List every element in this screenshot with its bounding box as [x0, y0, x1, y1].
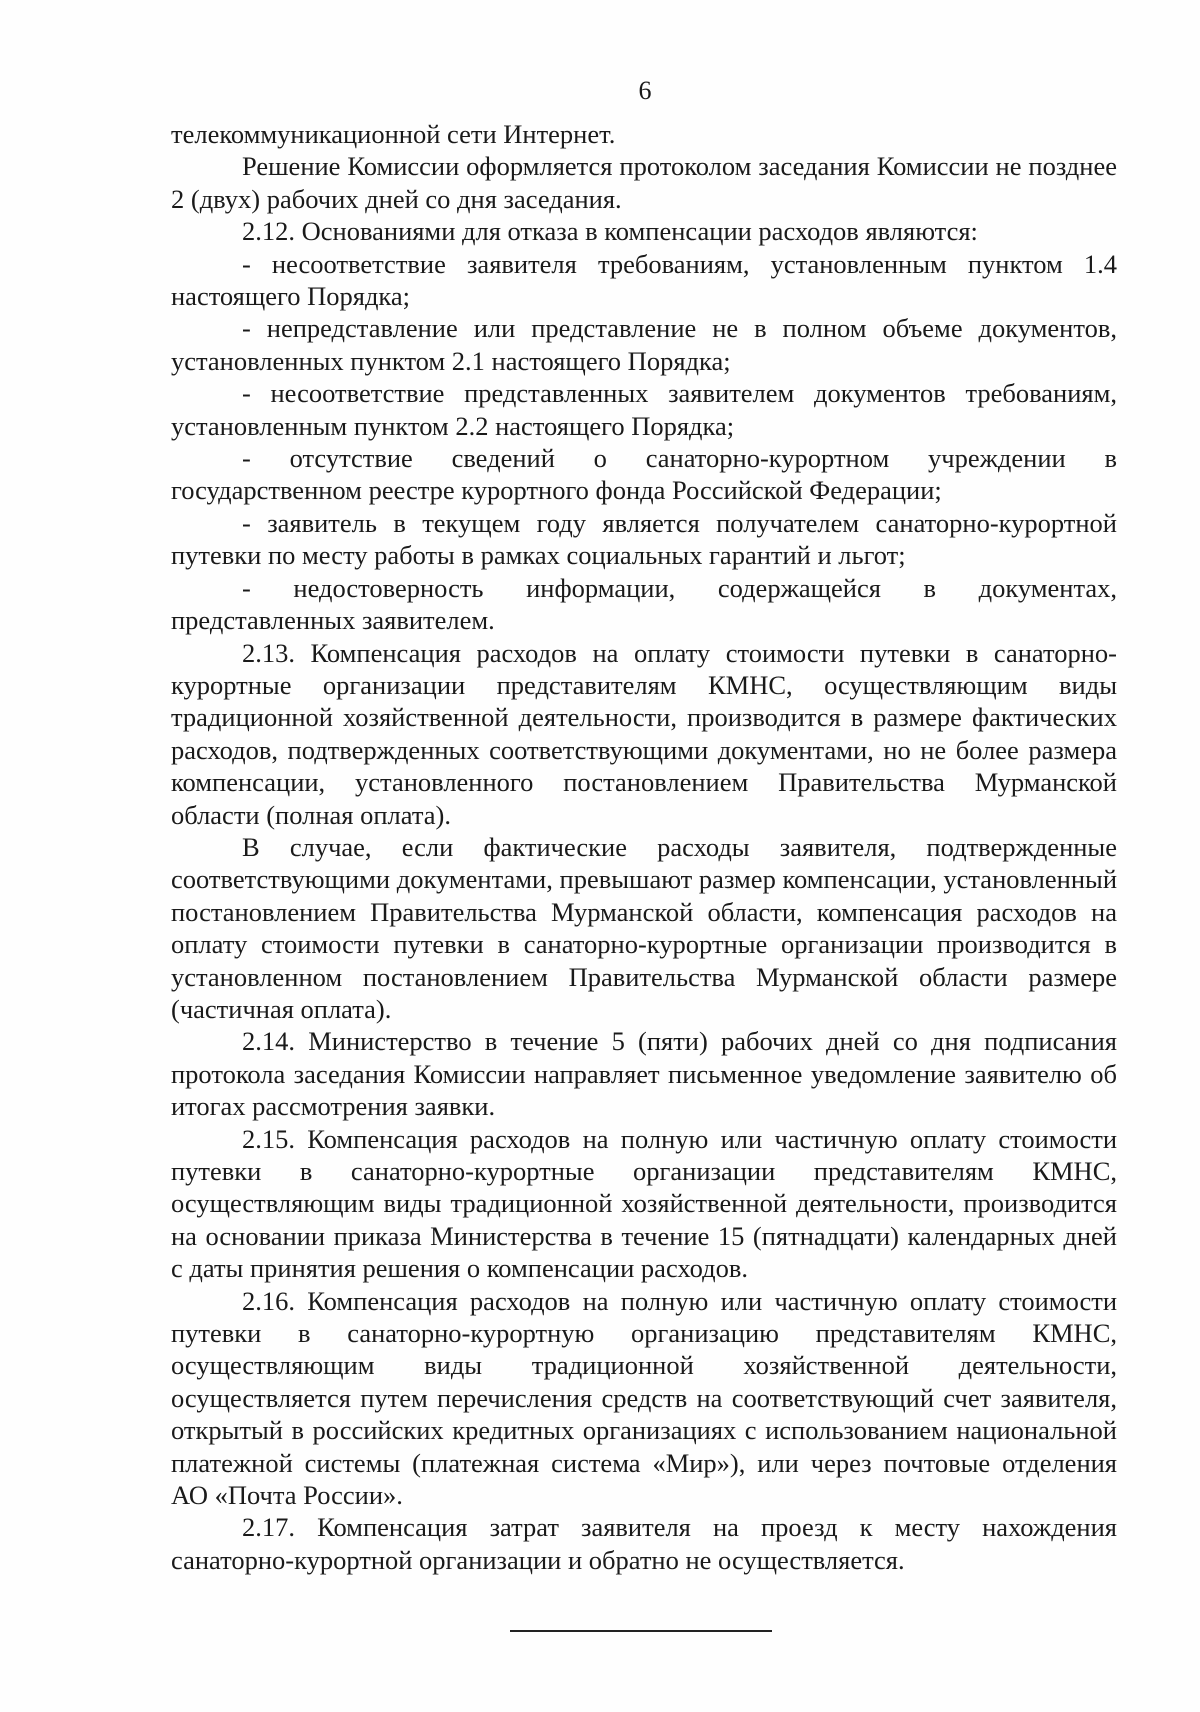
- paragraph: 2.15. Компенсация расходов на полную или частичную оплату стоимости путевки в санаторно-курортные организации представителям КМНС, осуществляющим виды традиционной хозяйственной деятельности, производится на основании приказа Министерства в течение 15 (пятнадцати) календарных дней с даты принятия решения о компенсации расходов.: [171, 1123, 1117, 1284]
- list-item: - недостоверность информации, содержащейся в документах, представленных заявителем.: [171, 572, 1117, 636]
- document-body: [171, 118, 1117, 1576]
- paragraph: 2.17. Компенсация затрат заявителя на проезд к месту нахождения санаторно-курортной организации и обратно не осуществляется.: [171, 1512, 1117, 1575]
- list-item: - несоответствие заявителя требованиям, установленным пунктом 1.4 настоящего Порядка;: [171, 248, 1117, 312]
- end-divider: [510, 1630, 772, 1632]
- list-item: - заявитель в текущем году является получателем санаторно-курортной путевки по месту работы в рамках социальных гарантий и льгот;: [171, 507, 1117, 571]
- list-item: - отсутствие сведений о санаторно-курортном учреждении в государственном реестре курортного фонда Российской Федерации;: [171, 443, 1117, 506]
- paragraph: 2.13. Компенсация расходов на оплату стоимости путевки в санаторно-курортные организации представителям КМНС, осуществляющим виды традиционной хозяйственной деятельности, производится в размере фактических расходов, подтвержденных соответствующими документами, но не более размера компенсации, установленного постановлением Правительства Мурманской области (полная оплата).: [171, 637, 1117, 830]
- paragraph: телекоммуникационной сети Интернет.: [171, 119, 616, 149]
- paragraph: 2.16. Компенсация расходов на полную или частичную оплату стоимости путевки в санаторно-курортную организацию представителям КМНС, осуществляющим виды традиционной хозяйственной деятельности, осуществляется путем перечисления средств на соответствующий счет заявителя, открытый в российских кредитных организациях с использованием национальной платежной системы (платежная система «Мир»), или через почтовые отделения АО «Почта России».: [171, 1285, 1117, 1511]
- paragraph: 2.12. Основаниями для отказа в компенсации расходов являются:: [242, 216, 978, 247]
- list-item: - непредставление или представление не в полном объеме документов, установленных пунктом 2.1 настоящего Порядка;: [171, 313, 1117, 376]
- paragraph: Решение Комиссии оформляется протоколом заседания Комиссии не позднее 2 (двух) рабочих дней со дня заседания.: [171, 151, 1117, 214]
- paragraph: В случае, если фактические расходы заявителя, подтвержденные соответствующими документами, превышают размер компенсации, установленный постановлением Правительства Мурманской области, компенсация расходов на оплату стоимости путевки в санаторно-курортные организации производится в установленном постановлением Правительства Мурманской области размере (частичная оплата).: [171, 831, 1117, 1024]
- page-number: 6: [638, 76, 652, 105]
- list-item: - несоответствие представленных заявителем документов требованиям, установленным пунктом 2.2 настоящего Порядка;: [171, 378, 1117, 441]
- paragraph: 2.14. Министерство в течение 5 (пяти) рабочих дней со дня подписания протокола заседания Комиссии направляет письменное уведомление заявителю об итогах рассмотрения заявки.: [171, 1026, 1117, 1122]
